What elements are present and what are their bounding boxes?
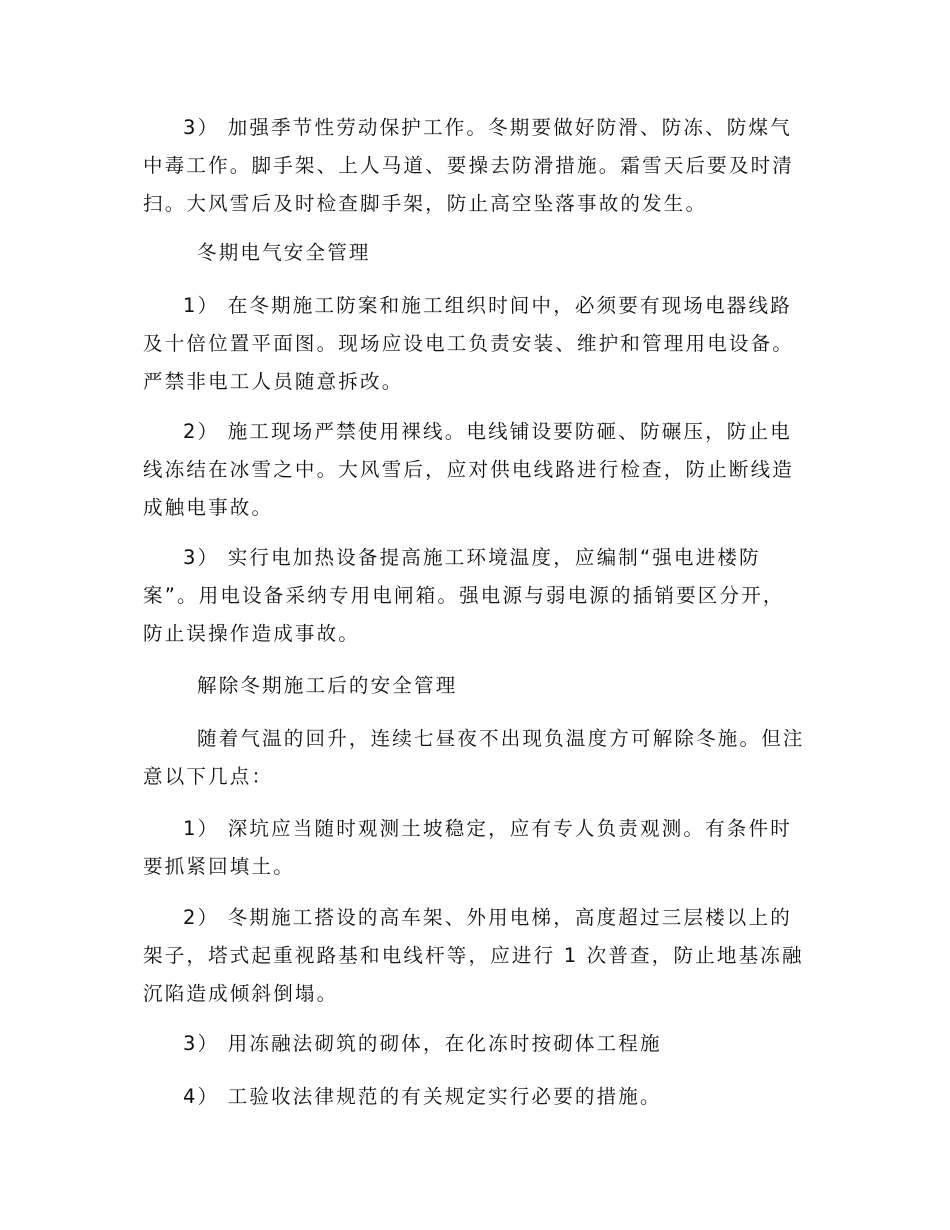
text-line: 2） 冬期施工搭设的高车架、外用电梯，高度超过三层楼以上的 — [183, 906, 792, 929]
paragraph-post-winter-1 — [143, 810, 807, 886]
text-line: 沉陷造成倾斜倒塌。 — [143, 982, 339, 1005]
paragraph-post-winter-3 — [143, 1025, 807, 1063]
text-line: 防止误操作造成事故。 — [143, 622, 361, 645]
section-heading-electrical-safety: 冬期电气安全管理 — [197, 241, 371, 264]
text-line: 及十倍位置平面图。现场应设电工负责安装、维护和管理用电设备。 — [143, 332, 795, 355]
paragraph-seasonal-protection — [143, 109, 807, 223]
paragraph-post-winter-4 — [143, 1078, 807, 1116]
text-line: 1） 在冬期施工防案和施工组织时间中，必须要有现场电器线路 — [183, 294, 792, 317]
text-line: 架子，塔式起重视路基和电线杆等，应进行 1 次普查，防止地基冻融 — [143, 944, 804, 967]
paragraph-electrical-1 — [143, 287, 807, 401]
text-line: 3） 加强季节性劳动保护工作。冬期要做好防滑、防冻、防煤气 — [183, 116, 792, 139]
text-line: 成触电事故。 — [143, 496, 274, 519]
paragraph-electrical-2 — [143, 413, 807, 527]
text-line: 中毒工作。脚手架、上人马道、要操去防滑措施。霜雪天后要及时清 — [143, 154, 795, 177]
text-line: 严禁非电工人员随意拆改。 — [143, 370, 404, 393]
text-line: 案”。用电设备采纳专用电闸箱。强电源与弱电源的插销要区分开， — [143, 584, 785, 607]
text-line: 扫。大风雪后及时检查脚手架，防止高空坠落事故的发生。 — [143, 192, 708, 215]
paragraph-post-winter-intro — [143, 720, 807, 796]
paragraph-electrical-3 — [143, 539, 807, 653]
paragraph-post-winter-2 — [143, 899, 807, 1013]
section-heading-post-winter-safety: 解除冬期施工后的安全管理 — [197, 674, 458, 697]
text-line: 随着气温的回升，连续七昼夜不出现负温度方可解除冬施。但注 — [197, 727, 805, 750]
text-line: 线冻结在冰雪之中。大风雪后，应对供电线路进行检查，防止断线造 — [143, 458, 795, 481]
text-line: 3） 实行电加热设备提高施工环境温度，应编制“强电进楼防 — [183, 546, 761, 569]
text-line: 1） 深坑应当随时观测土坡稳定，应有专人负责观测。有条件时 — [183, 817, 792, 840]
text-line: 3） 用冻融法砌筑的砌体，在化冻时按砌体工程施 — [183, 1032, 662, 1055]
text-line: 4） 工验收法律规范的有关规定实行必要的措施。 — [183, 1085, 662, 1108]
text-line: 2） 施工现场严禁使用裸线。电线铺设要防砸、防碾压，防止电 — [183, 420, 792, 443]
text-line: 意以下几点： — [143, 765, 274, 788]
text-line: 要抓紧回填土。 — [143, 855, 295, 878]
